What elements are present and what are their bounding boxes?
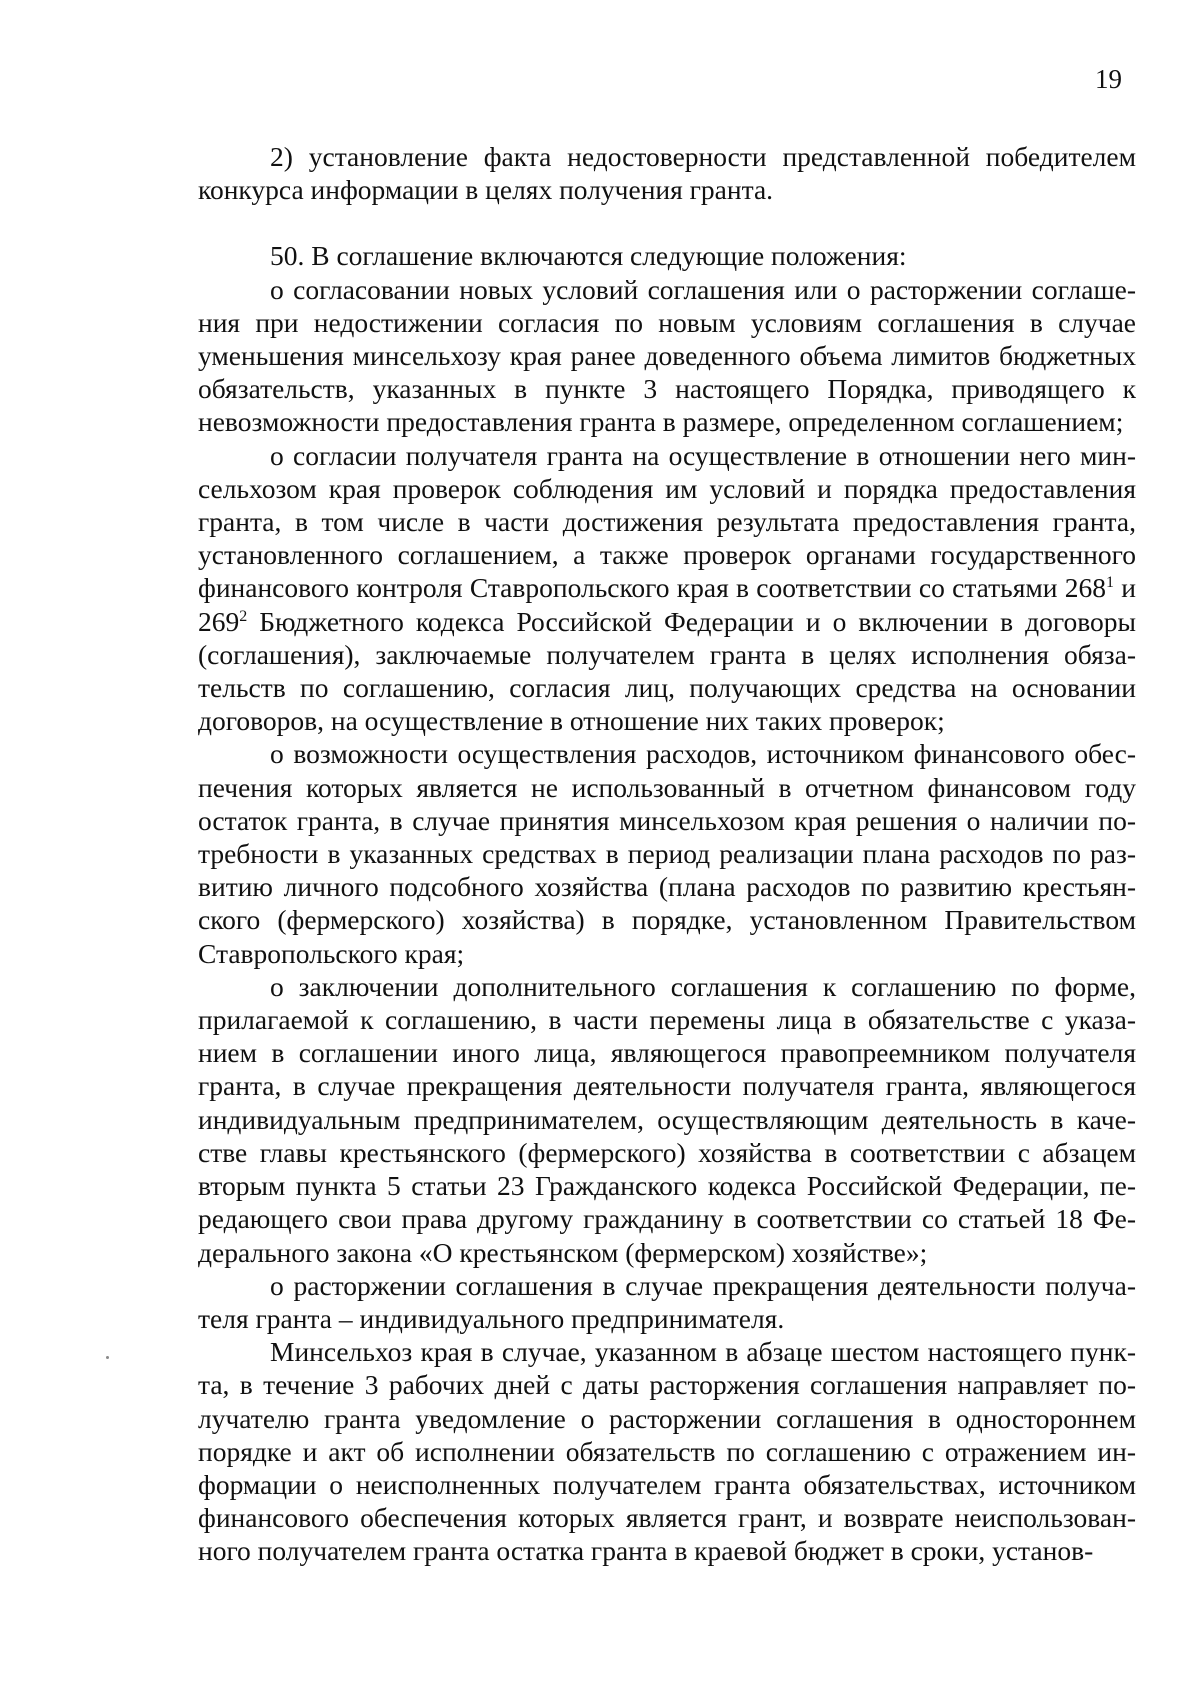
document-body xyxy=(198,140,1136,1568)
paragraph-expenses-possibility: о возможности осуществления расходов, источником финансового обеспечения которых является не использованный в отчетном финансовом году остаток гранта, в случае принятия минсельхозом края решения о наличии потребности в указанных средствах в период реализации плана расходов по развитию личного подсобного хозяйства (плана расходов по развитию крестьянского (фермерского) хозяйства) в порядке, установленном Правительством Ставропольского края; xyxy=(198,738,1136,969)
paragraph-additional-agreement: о заключении дополнительного соглашения к соглашению по форме, прилагаемой к соглашению, в части перемены лица в обязательстве с указанием в соглашении иного лица, являющегося правопреемником получателя гранта, в случае прекращения деятельности получателя гранта, являющегося индивидуальным предпринимателем, осуществляющим деятельность в качестве главы крестьянского (фермерского) хозяйства в соответствии с абзацем вторым пункта 5 статьи 23 Гражданского кодекса Российской Федерации, передающего свои права другому гражданину в соответствии со статьей 18 Федерального закона «О крестьянском (фермерском) хозяйстве»; xyxy=(198,970,1136,1268)
paragraph-new-conditions: о согласовании новых условий соглашения или о расторжении соглашения при недостижении согласия по новым условиям соглашения в случае уменьшения минсельхозу края ранее доведенного объема лимитов бюджетных обязательств, указанных в пункте 3 настоящего Порядка, приводящего к невозможности предоставления гранта в размере, определенном соглашением; xyxy=(198,273,1136,438)
inspections-text-part-3: Бюджетного кодекса Российской Федерации и о включении в договоры (соглашения), заключаемые получателем гранта в целях исполнения обязательств по соглашению, согласия лиц, получающих средства на основании договоров, на осуществление в отношение них таких проверок; xyxy=(198,605,1136,737)
article-268-superscript: 1 xyxy=(1106,574,1115,592)
paragraph-termination: о расторжении соглашения в случае прекращения деятельности получателя гранта – индивидуального предпринимателя. xyxy=(198,1269,1136,1334)
article-269-superscript: 2 xyxy=(239,607,248,625)
paragraph-item-2: 2) установление факта недостоверности представленной победителем конкурса информации в целях получения гранта. xyxy=(198,141,1136,206)
paragraph-ministry-notification: Минсельхоз края в случае, указанном в абзаце шестом настоящего пункта, в течение 3 рабочих дней с даты расторжения соглашения направляет получателю гранта уведомление о расторжении соглашения в одностороннем порядке и акт об исполнении обязательств по соглашению с отражением информации о неисполненных получателем гранта обязательствах, источником финансового обеспечения которых является грант, и возврате неиспользованного получателем гранта остатка гранта в краевой бюджет в сроки, установ- xyxy=(198,1336,1136,1567)
inspections-text-part-2: и 269 xyxy=(198,572,1136,637)
paragraph-clause-50-intro: 50. В соглашение включаются следующие положения: xyxy=(270,240,907,272)
page-number: 19 xyxy=(1095,64,1122,94)
inspections-text-part-1: о согласии получателя гранта на осуществление в отношении него минсельхозом края проверок соблюдения им условий и порядка предоставления гранта, в том числе в части достижения результата предоставления гранта, установленного соглашением, а также проверок органами государственного финансового контроля Ставропольского края в соответствии со статьями 268 xyxy=(198,439,1136,604)
paragraph-inspections-consent xyxy=(198,439,1136,738)
scan-artifact-dot xyxy=(106,1356,109,1359)
